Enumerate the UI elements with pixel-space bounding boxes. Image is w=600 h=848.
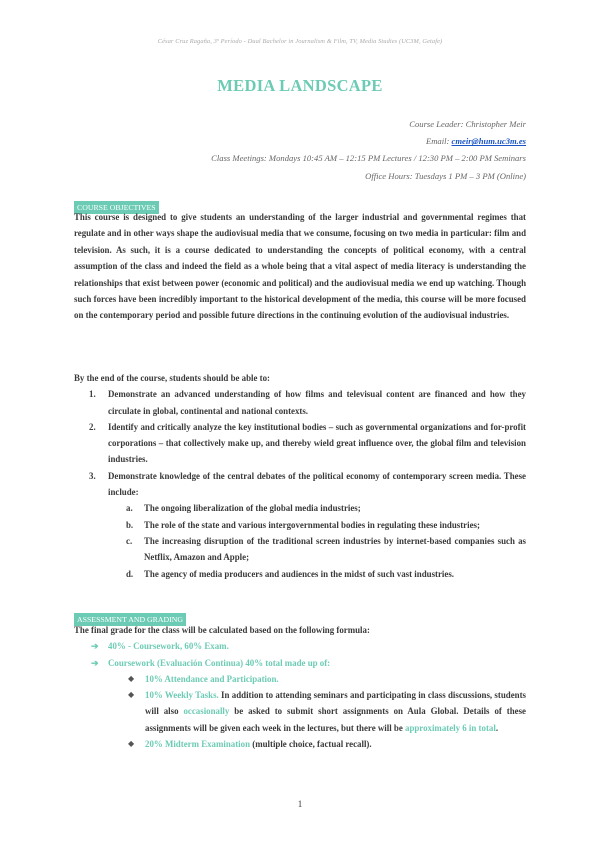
coursework-breakdown: Coursework (Evaluación Continua) 40% total made up of: — [108, 657, 331, 668]
list-item-number: 3. — [89, 470, 96, 481]
list-item — [74, 687, 526, 736]
list-item — [74, 468, 526, 582]
sublist-item — [108, 533, 526, 566]
weekly-tasks-text-2: be asked to submit short assignments on Aula Global. Details of these assignments will be given each week in the lectures, but there will be — [145, 706, 526, 733]
midterm-text: (multiple choice, factual recall). — [250, 739, 372, 750]
email-line — [211, 133, 526, 150]
diamond-icon: ◆ — [128, 673, 135, 683]
sublist-item-text: The role of the state and various intergovernmental bodies in regulating these industries; — [144, 519, 480, 530]
assessment-block — [74, 622, 526, 752]
page-title: MEDIA LANDSCAPE — [217, 76, 383, 95]
assessment-list — [74, 638, 526, 671]
debates-sublist — [108, 500, 526, 581]
list-item-number: 2. — [89, 421, 96, 432]
coursework-list — [74, 671, 526, 752]
attendance-item: 10% Attendance and Participation. — [145, 673, 279, 684]
email-label: Email: — [425, 136, 450, 147]
list-item — [74, 638, 526, 654]
course-meta — [211, 116, 526, 185]
list-item — [74, 736, 526, 752]
weekly-tasks-end: . — [495, 722, 499, 733]
course-leader: Course Leader: Christopher Meir — [409, 119, 526, 129]
sublist-item-letter: a. — [126, 503, 133, 514]
diamond-icon: ◆ — [128, 690, 135, 700]
midterm-label: 20% Midterm Examination — [145, 739, 251, 750]
sublist-item-text: The agency of media producers and audiences in the midst of such vast industries. — [144, 568, 454, 579]
class-meetings: Class Meetings: Mondays 10:45 AM – 12:15 PM Lectures / 12:30 PM – 2:00 PM Seminars — [211, 153, 526, 164]
weekly-tasks-label: 10% Weekly Tasks. — [145, 690, 219, 701]
sublist-item-letter: b. — [126, 519, 134, 530]
sublist-item — [108, 500, 526, 516]
diamond-icon: ◆ — [128, 739, 135, 749]
office-hours: Office Hours: Tuesdays 1 PM – 3 PM (Online) — [365, 170, 526, 181]
assessment-intro: The final grade for the class will be calculated based on the following formula: — [74, 625, 370, 635]
arrow-icon: ➔ — [91, 657, 99, 668]
list-item-number: 1. — [89, 389, 96, 400]
weekly-occasionally: occasionally — [183, 706, 230, 717]
list-item-text: Demonstrate knowledge of the central debates of the political economy of contemporary screen media. These include: — [108, 470, 526, 498]
weekly-approximately: approximately 6 in total — [405, 722, 496, 733]
weekly-tasks-text: In addition to attending seminars and participating in class discussions, students will also — [145, 690, 526, 717]
page-number: 1 — [297, 799, 303, 809]
arrow-icon: ➔ — [91, 641, 99, 652]
list-item — [74, 671, 526, 687]
sublist-item — [108, 566, 526, 582]
list-item — [74, 655, 526, 671]
sublist-item-text: The increasing disruption of the traditional screen industries by internet-based companies such as Netflix, Amazon and Apple; — [144, 535, 526, 563]
objectives-intro: By the end of the course, students should be able to: — [74, 373, 271, 383]
list-item-text: Demonstrate an advanced understanding of how films and televisual content are financed and how they circulate in global, continental and national contexts. — [108, 389, 526, 416]
objectives-list-block — [74, 370, 526, 582]
objectives-paragraph: This course is designed to give students an understanding of the larger industrial and governmental regimes that regulate and in other ways shape the audiovisual media that we consume, focusing on two media in particular: film and television. As such, it is a course dedicated to understanding the concepts of political economy, with a central assumption of the class and indeed the field as a whole being that a vital aspect of media literacy is understanding the relationships that exist between power (economic and political) and the audiovisual media we end up watching. Though such forces have been incredibly important to the historical development of the media, this course will be more focused on the contemporary period and possible future directions in the continuing evolution of the audiovisual industries. — [74, 212, 526, 321]
sublist-item-letter: c. — [126, 535, 133, 546]
list-item-text: Identify and critically analyze the key institutional bodies – such as governmental organizations and for-profit corporations – that collectively make up, and thereby wield great influence over, the global film and television industries. — [108, 421, 526, 465]
course-objectives-heading: COURSE OBJECTIVES — [74, 201, 159, 214]
objectives-list — [74, 386, 526, 582]
list-item — [74, 386, 526, 419]
sublist-item-text: The ongoing liberalization of the global media industries; — [144, 503, 361, 514]
sublist-item — [108, 517, 526, 533]
email-link[interactable]: cmeir@hum.uc3m.es — [451, 136, 526, 147]
list-item — [74, 419, 526, 468]
sublist-item-letter: d. — [126, 568, 134, 579]
assessment-heading: ASSESSMENT AND GRADING — [74, 613, 186, 626]
grade-formula: 40% - Coursework, 60% Exam. — [108, 641, 229, 652]
running-header: César Cruz Ragaña, 3º Período - Dual Bachelor in Journalism & Film, TV, Media Studies (UC3M, Getafe) — [157, 38, 443, 45]
